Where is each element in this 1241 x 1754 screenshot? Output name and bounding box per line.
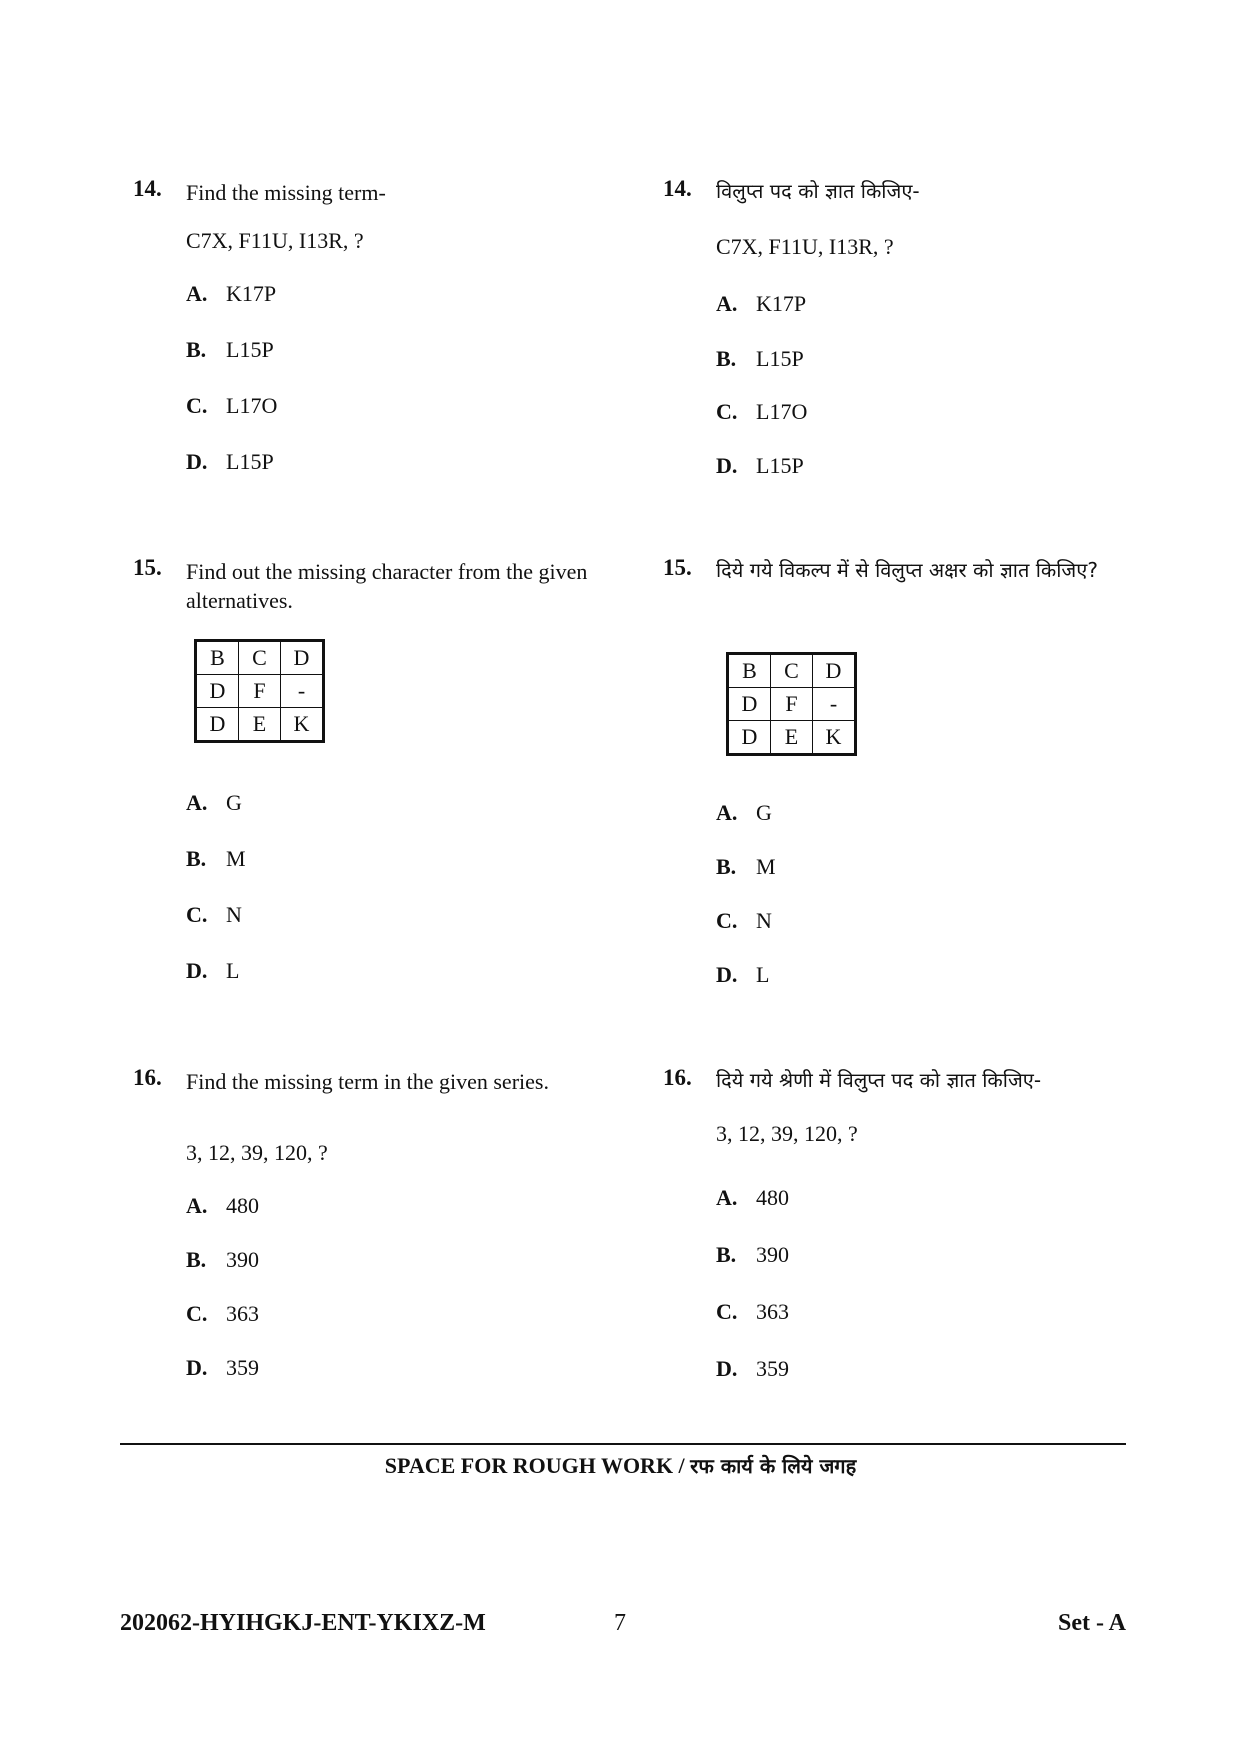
question-text: Find the missing term in the given series. <box>186 1069 549 1094</box>
option-b: B. L15P <box>186 337 274 362</box>
option-b: B. M <box>716 854 776 879</box>
option-c: C. L17O <box>186 393 278 418</box>
question-text: दिये गये श्रेणी में विलुप्त पद को ज्ञात किजिए- <box>716 1068 1042 1092</box>
grid-cell: D <box>728 721 771 755</box>
option-a: A. G <box>716 800 772 825</box>
question-number: 14. <box>133 176 162 201</box>
rough-work-label: SPACE FOR ROUGH WORK / रफ कार्य के लिये जगह <box>384 1453 857 1478</box>
option-c: C. L17O <box>716 399 808 424</box>
option-d: D. L <box>716 962 770 987</box>
option-d: D. L <box>186 958 240 983</box>
grid-cell: D <box>728 688 771 721</box>
grid-cell: F <box>239 675 281 708</box>
option-c: C. N <box>716 908 772 933</box>
page-number: 7 <box>614 1610 626 1636</box>
paper-code: 202062-HYIHGKJ-ENT-YKIXZ-M <box>120 1610 486 1636</box>
grid-cell: K <box>813 721 856 755</box>
option-b: B. 390 <box>186 1247 259 1272</box>
grid-cell: E <box>771 721 813 755</box>
series: C7X, F11U, I13R, ? <box>716 234 894 259</box>
grid-cell: D <box>196 675 239 708</box>
question-number: 15. <box>663 555 692 580</box>
question-text: Find out the missing character from the given alternatives. <box>186 559 588 613</box>
grid-cell: E <box>239 708 281 742</box>
option-a: A. 480 <box>186 1193 259 1218</box>
option-d: D. L15P <box>716 453 804 478</box>
option-b: B. 390 <box>716 1242 789 1267</box>
question-number: 16. <box>663 1065 692 1090</box>
series: C7X, F11U, I13R, ? <box>186 228 364 253</box>
grid-cell: B <box>728 654 771 688</box>
option-a: A. K17P <box>186 281 277 306</box>
option-a: A. G <box>186 790 242 815</box>
grid-cell: F <box>771 688 813 721</box>
grid-cell: C <box>771 654 813 688</box>
option-d: D. 359 <box>186 1355 259 1380</box>
grid-cell: D <box>196 708 239 742</box>
character-grid <box>726 652 857 756</box>
series: 3, 12, 39, 120, ? <box>186 1140 328 1165</box>
option-b: B. L15P <box>716 346 804 371</box>
question-number: 14. <box>663 176 692 201</box>
option-d: D. L15P <box>186 449 274 474</box>
option-b: B. M <box>186 846 246 871</box>
grid-cell: - <box>813 688 856 721</box>
option-a: A. K17P <box>716 291 807 316</box>
option-c: C. 363 <box>186 1301 259 1326</box>
grid-cell: C <box>239 641 281 675</box>
character-grid <box>194 639 325 743</box>
question-number: 16. <box>133 1065 162 1090</box>
question-text: विलुप्त पद को ज्ञात किजिए- <box>716 179 920 203</box>
option-d: D. 359 <box>716 1356 789 1381</box>
grid-cell: - <box>281 675 324 708</box>
grid-cell: K <box>281 708 324 742</box>
series: 3, 12, 39, 120, ? <box>716 1121 858 1146</box>
set-label: Set - A <box>1058 1610 1126 1636</box>
question-text: दिये गये विकल्प में से विलुप्त अक्षर को ज्ञात किजिए? <box>716 558 1098 582</box>
option-c: C. 363 <box>716 1299 789 1324</box>
grid-cell: D <box>281 641 324 675</box>
option-c: C. N <box>186 902 242 927</box>
question-number: 15. <box>133 555 162 580</box>
question-text: Find the missing term- <box>186 180 386 205</box>
rough-work-divider <box>120 1443 1126 1445</box>
option-a: A. 480 <box>716 1185 789 1210</box>
grid-cell: D <box>813 654 856 688</box>
grid-cell: B <box>196 641 239 675</box>
